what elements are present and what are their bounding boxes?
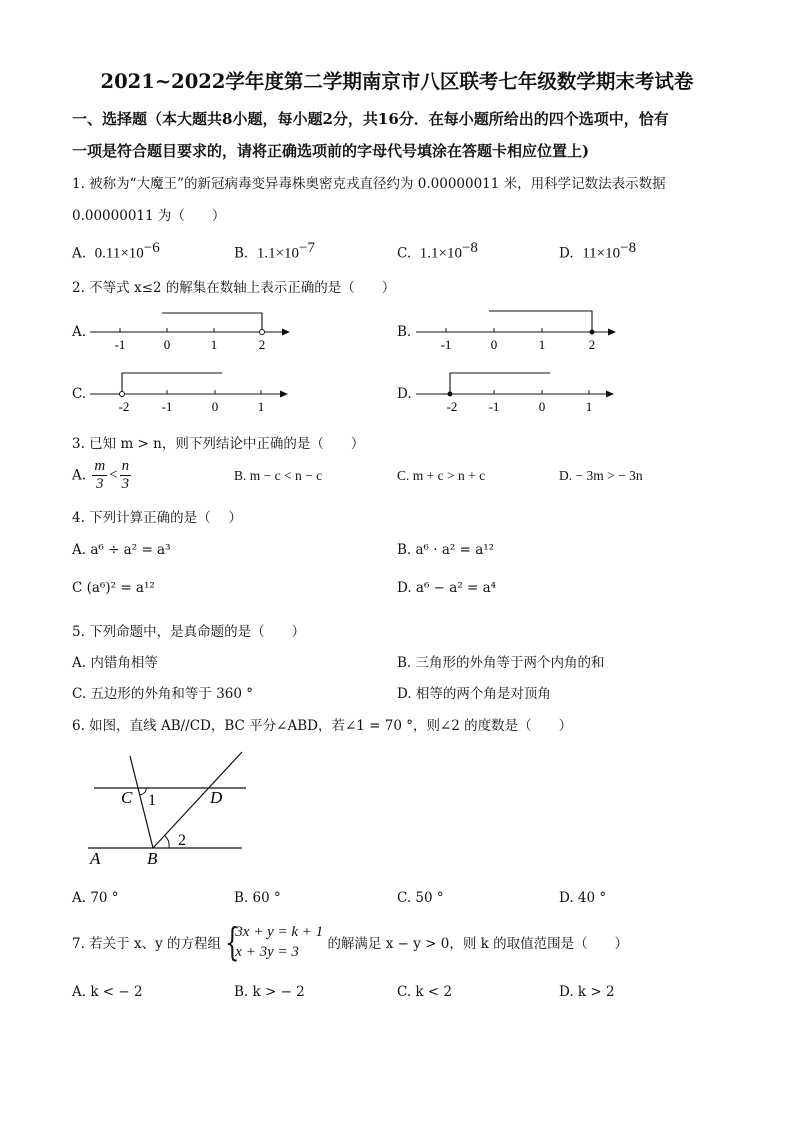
equation-system: { 3x + y = k + 1 x + 3y = 3 [225, 920, 324, 964]
q2-option-a-label: A. [72, 324, 87, 340]
tick-label: -2 [118, 399, 130, 414]
tick-label: -1 [114, 337, 126, 352]
tick-label: 1 [538, 337, 546, 352]
q4-stem: 4. 下列计算正确的是（ ） [72, 510, 242, 526]
tick-label: -1 [488, 399, 500, 414]
q7-option-a: A. k < − 2 [72, 984, 143, 1000]
tick-label: -1 [161, 399, 173, 414]
tick-label: 0 [490, 337, 498, 352]
q2-number-line-d [414, 368, 624, 418]
q2-option-c-label: C. [72, 386, 87, 402]
label-c: C [121, 788, 133, 807]
label-d: D [210, 788, 223, 807]
label-1: 1 [148, 792, 156, 809]
q5-stem: 5. 下列命题中，是真命题的是（ ） [72, 624, 306, 640]
page-title: 2021~2022学年度第二学期南京市八区联考七年级数学期末考试卷 [100, 70, 694, 93]
q4-option-b: B. a⁶ · a² = a¹² [397, 542, 495, 558]
q3-option-a: A. $\frac{m}{3}$ < $\frac{n}{3}$ [72, 458, 130, 492]
tick-label: 0 [538, 399, 546, 414]
tick-label: 1 [585, 399, 593, 414]
q3-option-b: B. m − c < n − c [234, 468, 323, 483]
q4-option-a: A. a⁶ ÷ a² = a³ [72, 542, 171, 558]
section-heading-line2: 一项是符合题目要求的，请将正确选项前的字母代号填涂在答题卡相应位置上) [72, 142, 590, 160]
q7-stem: 7. 若关于 x、y 的方程组 { 3x + y = k + 1 x + 3y = 3 的解满足 x − y > 0，则 k 的取值范围是（ ） [72, 920, 629, 964]
q2-number-line-c [88, 368, 298, 418]
q6-stem: 6. 如图，直线 AB//CD，BC 平分∠ABD，若∠1 = 70 °，则∠2 的度数是（ ） [72, 718, 573, 734]
q1-option-a: A. $0.11\times 10^{-6}$ [72, 240, 160, 262]
q1-option-b: B. $1.1\times 10^{-7}$ [234, 240, 315, 262]
q2-option-b-label: B. [397, 324, 412, 340]
q7-option-b: B. k > − 2 [234, 984, 305, 1000]
q7-option-c: C. k < 2 [397, 984, 453, 1000]
label-b: B [147, 849, 158, 868]
tick-label: 0 [211, 399, 219, 414]
q7-option-d: D. k > 2 [559, 984, 615, 1000]
q2-number-line-a [88, 306, 298, 356]
q2-stem: 2. 不等式 x≤2 的解集在数轴上表示正确的是（ ） [72, 280, 396, 296]
tick-label: 1 [210, 337, 218, 352]
q5-option-c: C. 五边形的外角和等于 360 ° [72, 686, 254, 702]
tick-label: -1 [440, 337, 452, 352]
label-a: A [90, 849, 101, 868]
q6-option-d: D. 40 ° [559, 890, 607, 906]
q4-option-c: C (a⁶)² = a¹² [72, 580, 155, 596]
section-heading-line1: 一、选择题（本大题共8小题，每小题2分，共16分．在每小题所给出的四个选项中，恰有 [72, 110, 669, 128]
label-2: 2 [178, 832, 186, 849]
q1-option-c: C. $1.1\times 10^{-8}$ [397, 240, 478, 262]
q5-option-b: B. 三角形的外角等于两个内角的和 [397, 655, 605, 671]
q2-option-d-label: D. [397, 386, 412, 402]
q6-option-c: C. 50 ° [397, 890, 444, 906]
q6-option-b: B. 60 ° [234, 890, 281, 906]
q4-option-d: D. a⁶ − a² = a⁴ [397, 580, 497, 596]
q6-option-a: A. 70 ° [72, 890, 119, 906]
q3-option-c: C. m + c > n + c [397, 468, 486, 483]
q3-stem: 3. 已知 m > n，则下列结论中正确的是（ ） [72, 436, 365, 452]
q2-number-line-b [414, 306, 624, 356]
tick-label: -2 [446, 399, 458, 414]
tick-label: 0 [163, 337, 171, 352]
q1-stem-line1: 1. 被称为“大魔王”的新冠病毒变异毒株奥密克戎直径约为 0.00000011 米，用科学记数法表示数据 [72, 176, 666, 192]
q1-option-d: D. $11\times 10^{-8}$ [559, 240, 637, 262]
q5-option-a: A. 内错角相等 [72, 655, 158, 671]
q3-option-d: D. − 3m > − 3n [559, 468, 643, 483]
tick-label: 1 [257, 399, 265, 414]
tick-label: 2 [588, 337, 596, 352]
q1-stem-line2: 0.00000011 为（ ） [72, 208, 226, 224]
q6-geometry-figure [84, 748, 254, 868]
tick-label: 2 [258, 337, 266, 352]
q5-option-d: D. 相等的两个角是对顶角 [397, 686, 551, 702]
